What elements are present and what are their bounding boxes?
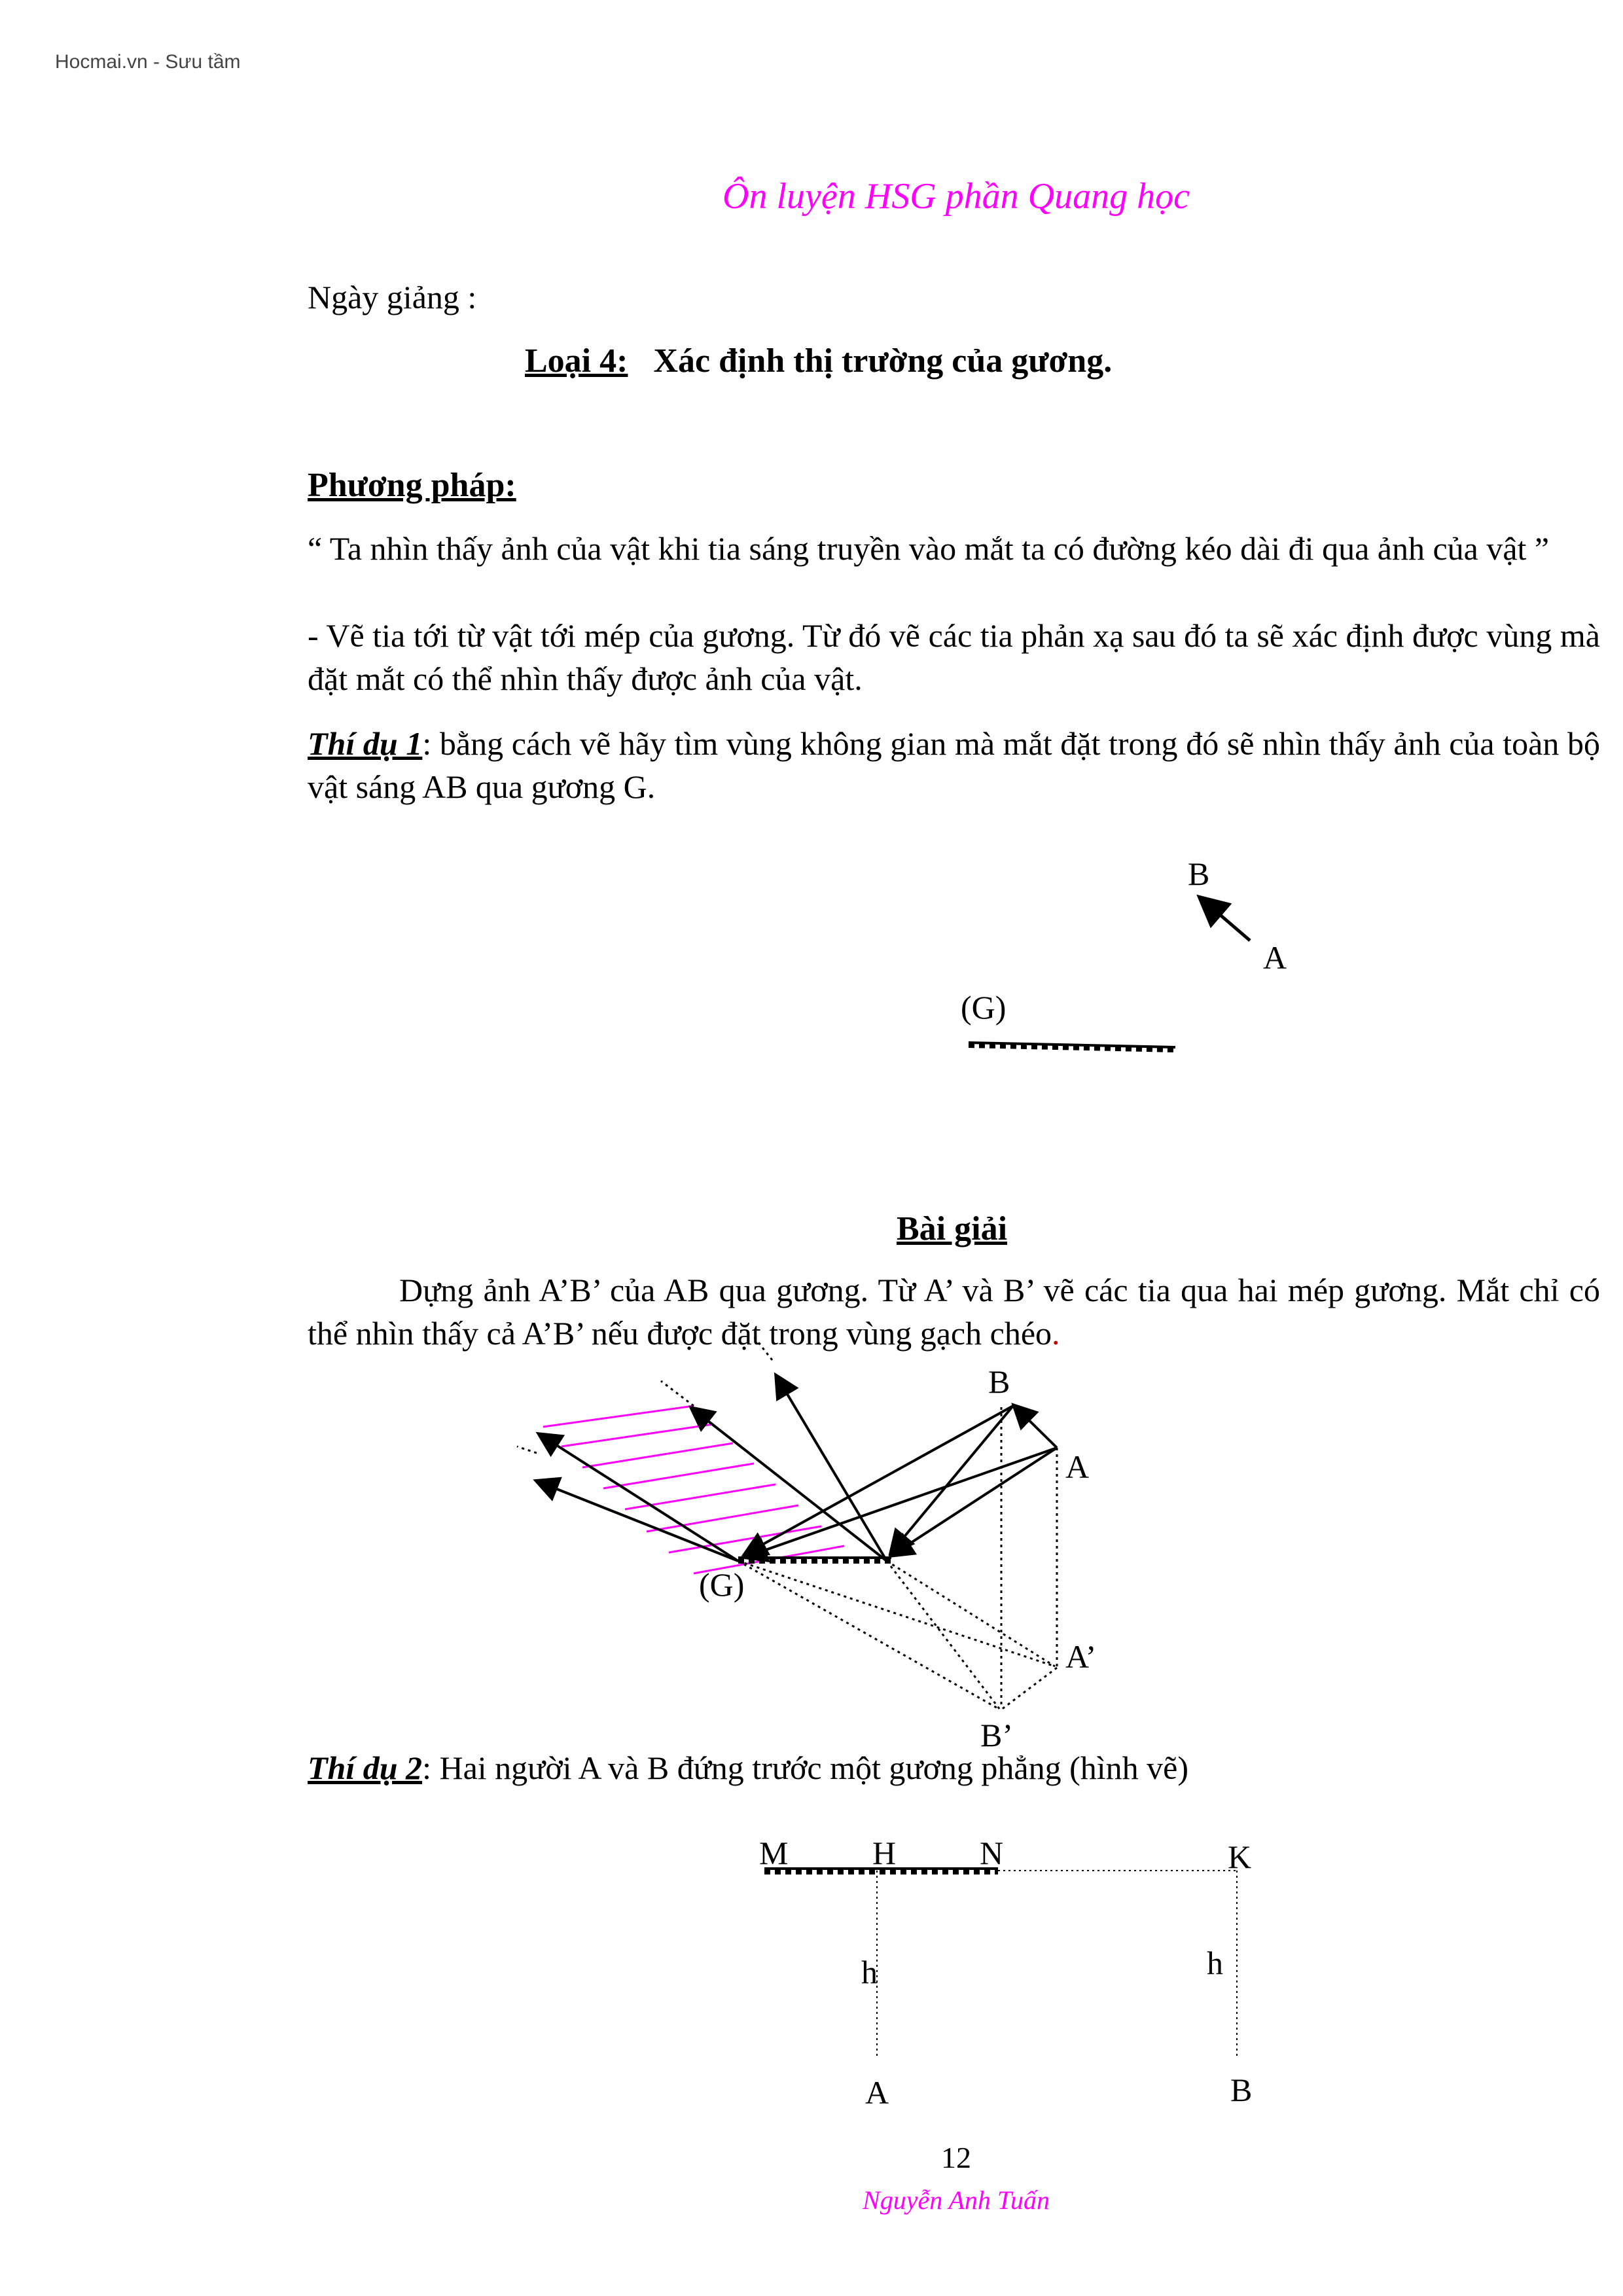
method-heading: Phương pháp: [308, 467, 516, 504]
fig3-label-h: H [872, 1835, 897, 1871]
solution-text-body: Dựng ảnh A’B’ của AB qua gương. Từ A’ và B’ vẽ các tia qua hai mép gương. Mắt chỉ có thể nhìn thấy cả A’B’ nếu được đặt trong vùng gạch chéo [308, 1272, 1600, 1352]
example1-label: Thí dụ 1 [308, 725, 423, 762]
fig1-label-a: A [1263, 939, 1287, 976]
fig2-label-b: B [988, 1363, 1010, 1400]
fig2-label-a: A [1065, 1448, 1090, 1485]
fig3-label-k: K [1228, 1839, 1252, 1875]
example2-label: Thí dụ 2 [308, 1749, 423, 1786]
method-step: - Vẽ tia tới từ vật tới mép của gương. Từ đó vẽ các tia phản xạ sau đó ta sẽ xác định được vùng mà đặt mắt có thể nhìn thấy được ảnh của vật. [308, 617, 1600, 697]
solution-heading: Bài giải [897, 1210, 1008, 1247]
fig3-label-h2: h [1207, 1945, 1223, 1981]
section-label: Loại 4: [525, 342, 628, 380]
fig2-label-g: (G) [699, 1566, 745, 1603]
header-title: Ôn luyện HSG phần Quang học [722, 176, 1190, 217]
fig2-label-a-image: A’ [1065, 1638, 1097, 1675]
fig2-label-b-image: B’ [980, 1717, 1013, 1753]
date-line: Ngày giảng : [308, 279, 477, 315]
example2-text: : Hai người A và B đứng trước một gương phẳng (hình vẽ) [422, 1749, 1188, 1786]
fig3-label-n: N [980, 1835, 1004, 1871]
fig3-label-b: B [1230, 2072, 1253, 2108]
method-quote: “ Ta nhìn thấy ảnh của vật khi tia sáng truyền vào mắt ta có đường kéo dài đi qua ảnh của vật ” [308, 530, 1550, 567]
fig3-label-h1: h [861, 1954, 878, 1990]
footer-author: Nguyễn Anh Tuấn [863, 2185, 1050, 2215]
watermark: Hocmai.vn - Sưu tầm [55, 51, 241, 73]
solution-period: . [1052, 1315, 1060, 1352]
fig1-label-g: (G) [961, 989, 1007, 1026]
page-number: 12 [941, 2141, 971, 2174]
example1-text: : bằng cách vẽ hãy tìm vùng không gian mà mắt đặt trong đó sẽ nhìn thấy ảnh của toàn bộ vật sáng AB qua gương G. [308, 725, 1600, 805]
fig1-label-b: B [1188, 855, 1210, 892]
section-title-text: Xác định thị trường của gương. [653, 342, 1113, 380]
fig3-label-m: M [759, 1835, 789, 1871]
fig3-label-a: A [865, 2074, 889, 2111]
